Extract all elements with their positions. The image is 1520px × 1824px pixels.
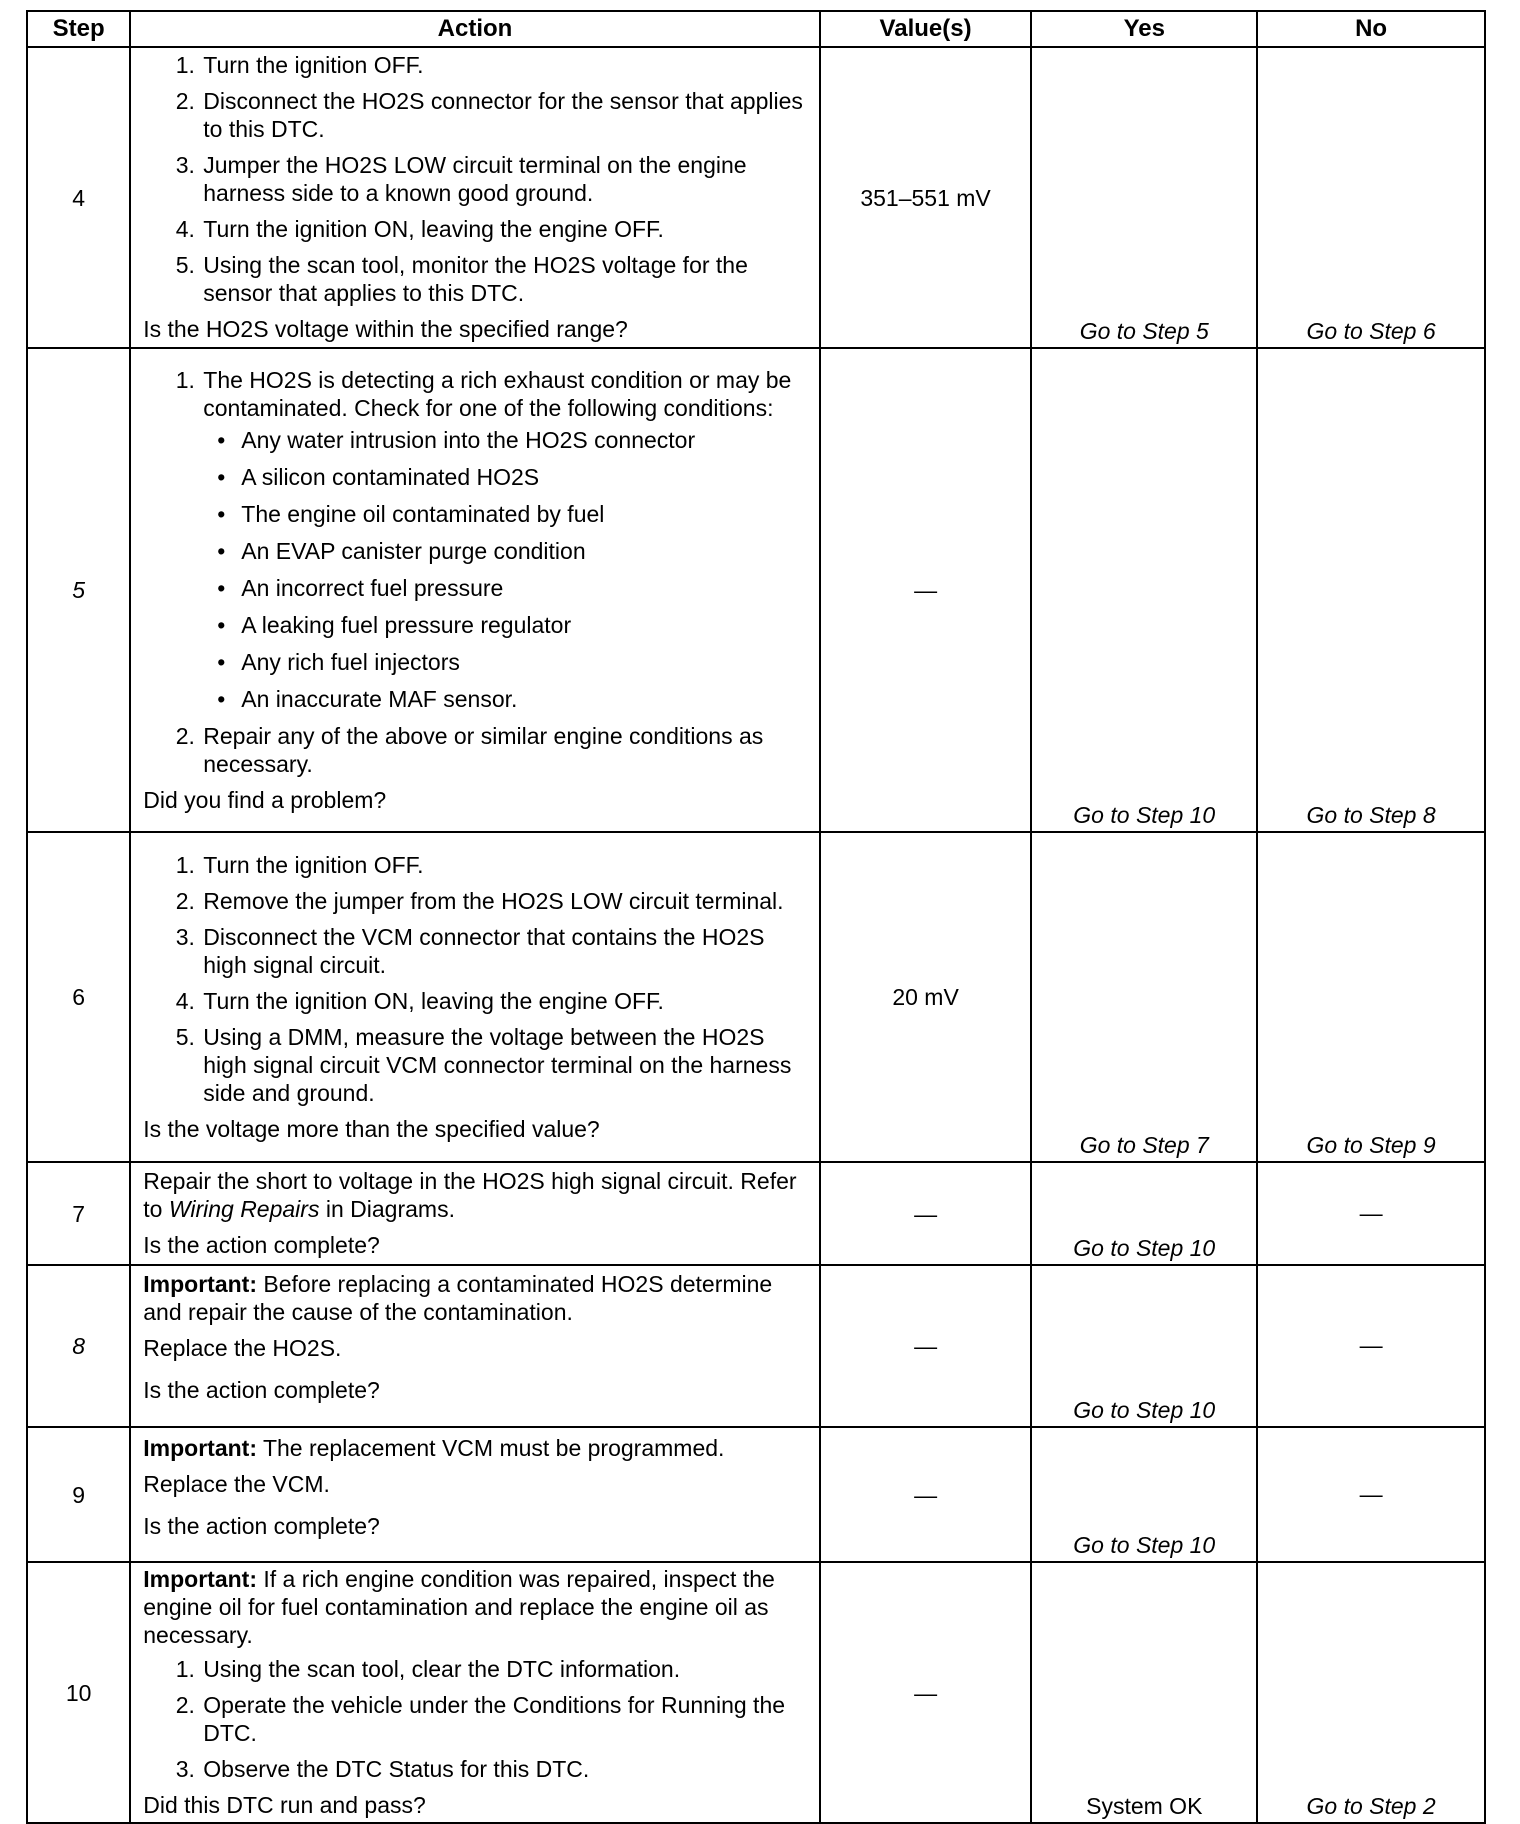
header-step: Step [27,11,130,47]
action-step: 2. Remove the jumper from the HO2S LOW circuit terminal. [201,887,809,915]
action-question: Is the voltage more than the specified value? [143,1115,600,1142]
yes-link[interactable]: Go to Step 10 [1031,1162,1257,1265]
action-text-part: in Diagrams. [319,1196,455,1222]
wiring-repairs-reference[interactable]: Wiring Repairs [168,1196,320,1222]
step-number: 6 [27,832,130,1162]
action-step: 1. Turn the ignition OFF. [201,851,809,879]
no-value: — [1257,1427,1485,1562]
yes-link[interactable]: Go to Step 10 [1031,348,1257,832]
no-link[interactable]: Go to Step 9 [1257,832,1485,1162]
condition-item: • Any rich fuel injectors [239,648,809,676]
diagnostic-table [26,10,1486,1824]
condition-item: • An incorrect fuel pressure [239,574,809,602]
condition-item: • An inaccurate MAF sensor. [239,685,809,713]
action-question: Did you find a problem? [143,786,387,813]
action-step: 2. Disconnect the HO2S connector for the sensor that applies to this DTC. [201,87,809,143]
yes-link[interactable]: Go to Step 10 [1031,1265,1257,1427]
action-question: Is the action complete? [143,1376,380,1403]
action-step: 2. Repair any of the above or similar engine conditions as necessary. [201,722,809,778]
action-step: 3. Jumper the HO2S LOW circuit terminal on the engine harness side to a known good ground. [201,151,809,207]
step-number: 9 [27,1427,130,1562]
condition-item: • A silicon contaminated HO2S [239,463,809,491]
header-yes: Yes [1031,11,1257,47]
action-step: 5. Using the scan tool, monitor the HO2S voltage for the sensor that applies to this DTC. [201,251,809,307]
no-value: — [1257,1265,1485,1427]
action-question: Is the action complete? [143,1513,380,1539]
header-row [27,11,1485,47]
action-step: 5. Using a DMM, measure the voltage between the HO2S high signal circuit VCM connector terminal on the harness side and ground. [201,1023,809,1107]
action-steps [143,366,809,778]
yes-link[interactable]: Go to Step 7 [1031,832,1257,1162]
condition-item: • A leaking fuel pressure regulator [239,611,809,639]
table-row [27,348,1485,832]
action-line: Replace the HO2S. [143,1334,342,1361]
important-label: Important: [143,1270,257,1297]
value-cell: — [820,1562,1032,1823]
action-step: 3. Disconnect the VCM connector that contains the HO2S high signal circuit. [201,923,809,979]
action-question: Is the HO2S voltage within the specified range? [143,316,628,342]
action-text [143,1167,809,1223]
action-cell [130,1162,820,1265]
action-steps [143,1655,809,1783]
table-row [27,832,1485,1162]
yes-result: System OK [1031,1562,1257,1823]
action-cell [130,1427,820,1562]
action-steps [143,851,809,1107]
value-cell: 20 mV [820,832,1032,1162]
no-value: — [1257,1162,1485,1265]
action-cell [130,47,820,348]
value-cell: 351–551 mV [820,47,1032,348]
action-step: 4. Turn the ignition ON, leaving the engine OFF. [201,215,809,243]
action-step: 2. Operate the vehicle under the Conditions for Running the DTC. [201,1691,809,1747]
header-no: No [1257,11,1485,47]
value-cell: — [820,1427,1032,1562]
important-note [143,1565,809,1649]
action-cell [130,832,820,1162]
action-steps [143,51,809,307]
important-label: Important: [143,1435,257,1461]
condition-item: • The engine oil contaminated by fuel [239,500,809,528]
action-text-part: Repair the short to voltage in the HO2S high signal circuit. Refer to [143,1168,797,1222]
action-step-text: The HO2S is detecting a rich exhaust condition or may be contaminated. Check for one of the following conditions: [203,366,792,421]
action-cell [130,348,820,832]
value-cell: — [820,348,1032,832]
table-row [27,1265,1485,1427]
action-line: Replace the VCM. [143,1471,330,1497]
action-step [201,366,809,713]
important-note [143,1270,809,1326]
important-text: Before replacing a contaminated HO2S determine and repair the cause of the contamination. [143,1270,773,1325]
step-number: 10 [27,1562,130,1823]
header-action: Action [130,11,820,47]
no-link[interactable]: Go to Step 8 [1257,348,1485,832]
table-row [27,1162,1485,1265]
no-link[interactable]: Go to Step 2 [1257,1562,1485,1823]
action-step: 3. Observe the DTC Status for this DTC. [201,1755,809,1783]
important-note [143,1434,809,1462]
action-question: Is the action complete? [143,1232,380,1258]
step-number: 4 [27,47,130,348]
action-step: 1. Using the scan tool, clear the DTC information. [201,1655,809,1683]
important-label: Important: [143,1566,257,1592]
action-question: Did this DTC run and pass? [143,1792,426,1818]
step-number: 8 [27,1265,130,1427]
table-row [27,1427,1485,1562]
condition-list [203,426,809,713]
no-link[interactable]: Go to Step 6 [1257,47,1485,348]
value-cell: — [820,1265,1032,1427]
action-step: 1. Turn the ignition OFF. [201,51,809,79]
step-number: 7 [27,1162,130,1265]
step-number: 5 [27,348,130,832]
important-text: The replacement VCM must be programmed. [256,1435,725,1461]
important-text: If a rich engine condition was repaired, inspect the engine oil for fuel contamination and replace the engine oil as necessary. [143,1566,775,1648]
action-cell [130,1265,820,1427]
table-row [27,1562,1485,1823]
value-cell: — [820,1162,1032,1265]
condition-item: • An EVAP canister purge condition [239,537,809,565]
table-row [27,47,1485,348]
action-cell [130,1562,820,1823]
yes-link[interactable]: Go to Step 5 [1031,47,1257,348]
yes-link[interactable]: Go to Step 10 [1031,1427,1257,1562]
action-step: 4. Turn the ignition ON, leaving the engine OFF. [201,987,809,1015]
header-values: Value(s) [820,11,1032,47]
condition-item: • Any water intrusion into the HO2S connector [239,426,809,454]
